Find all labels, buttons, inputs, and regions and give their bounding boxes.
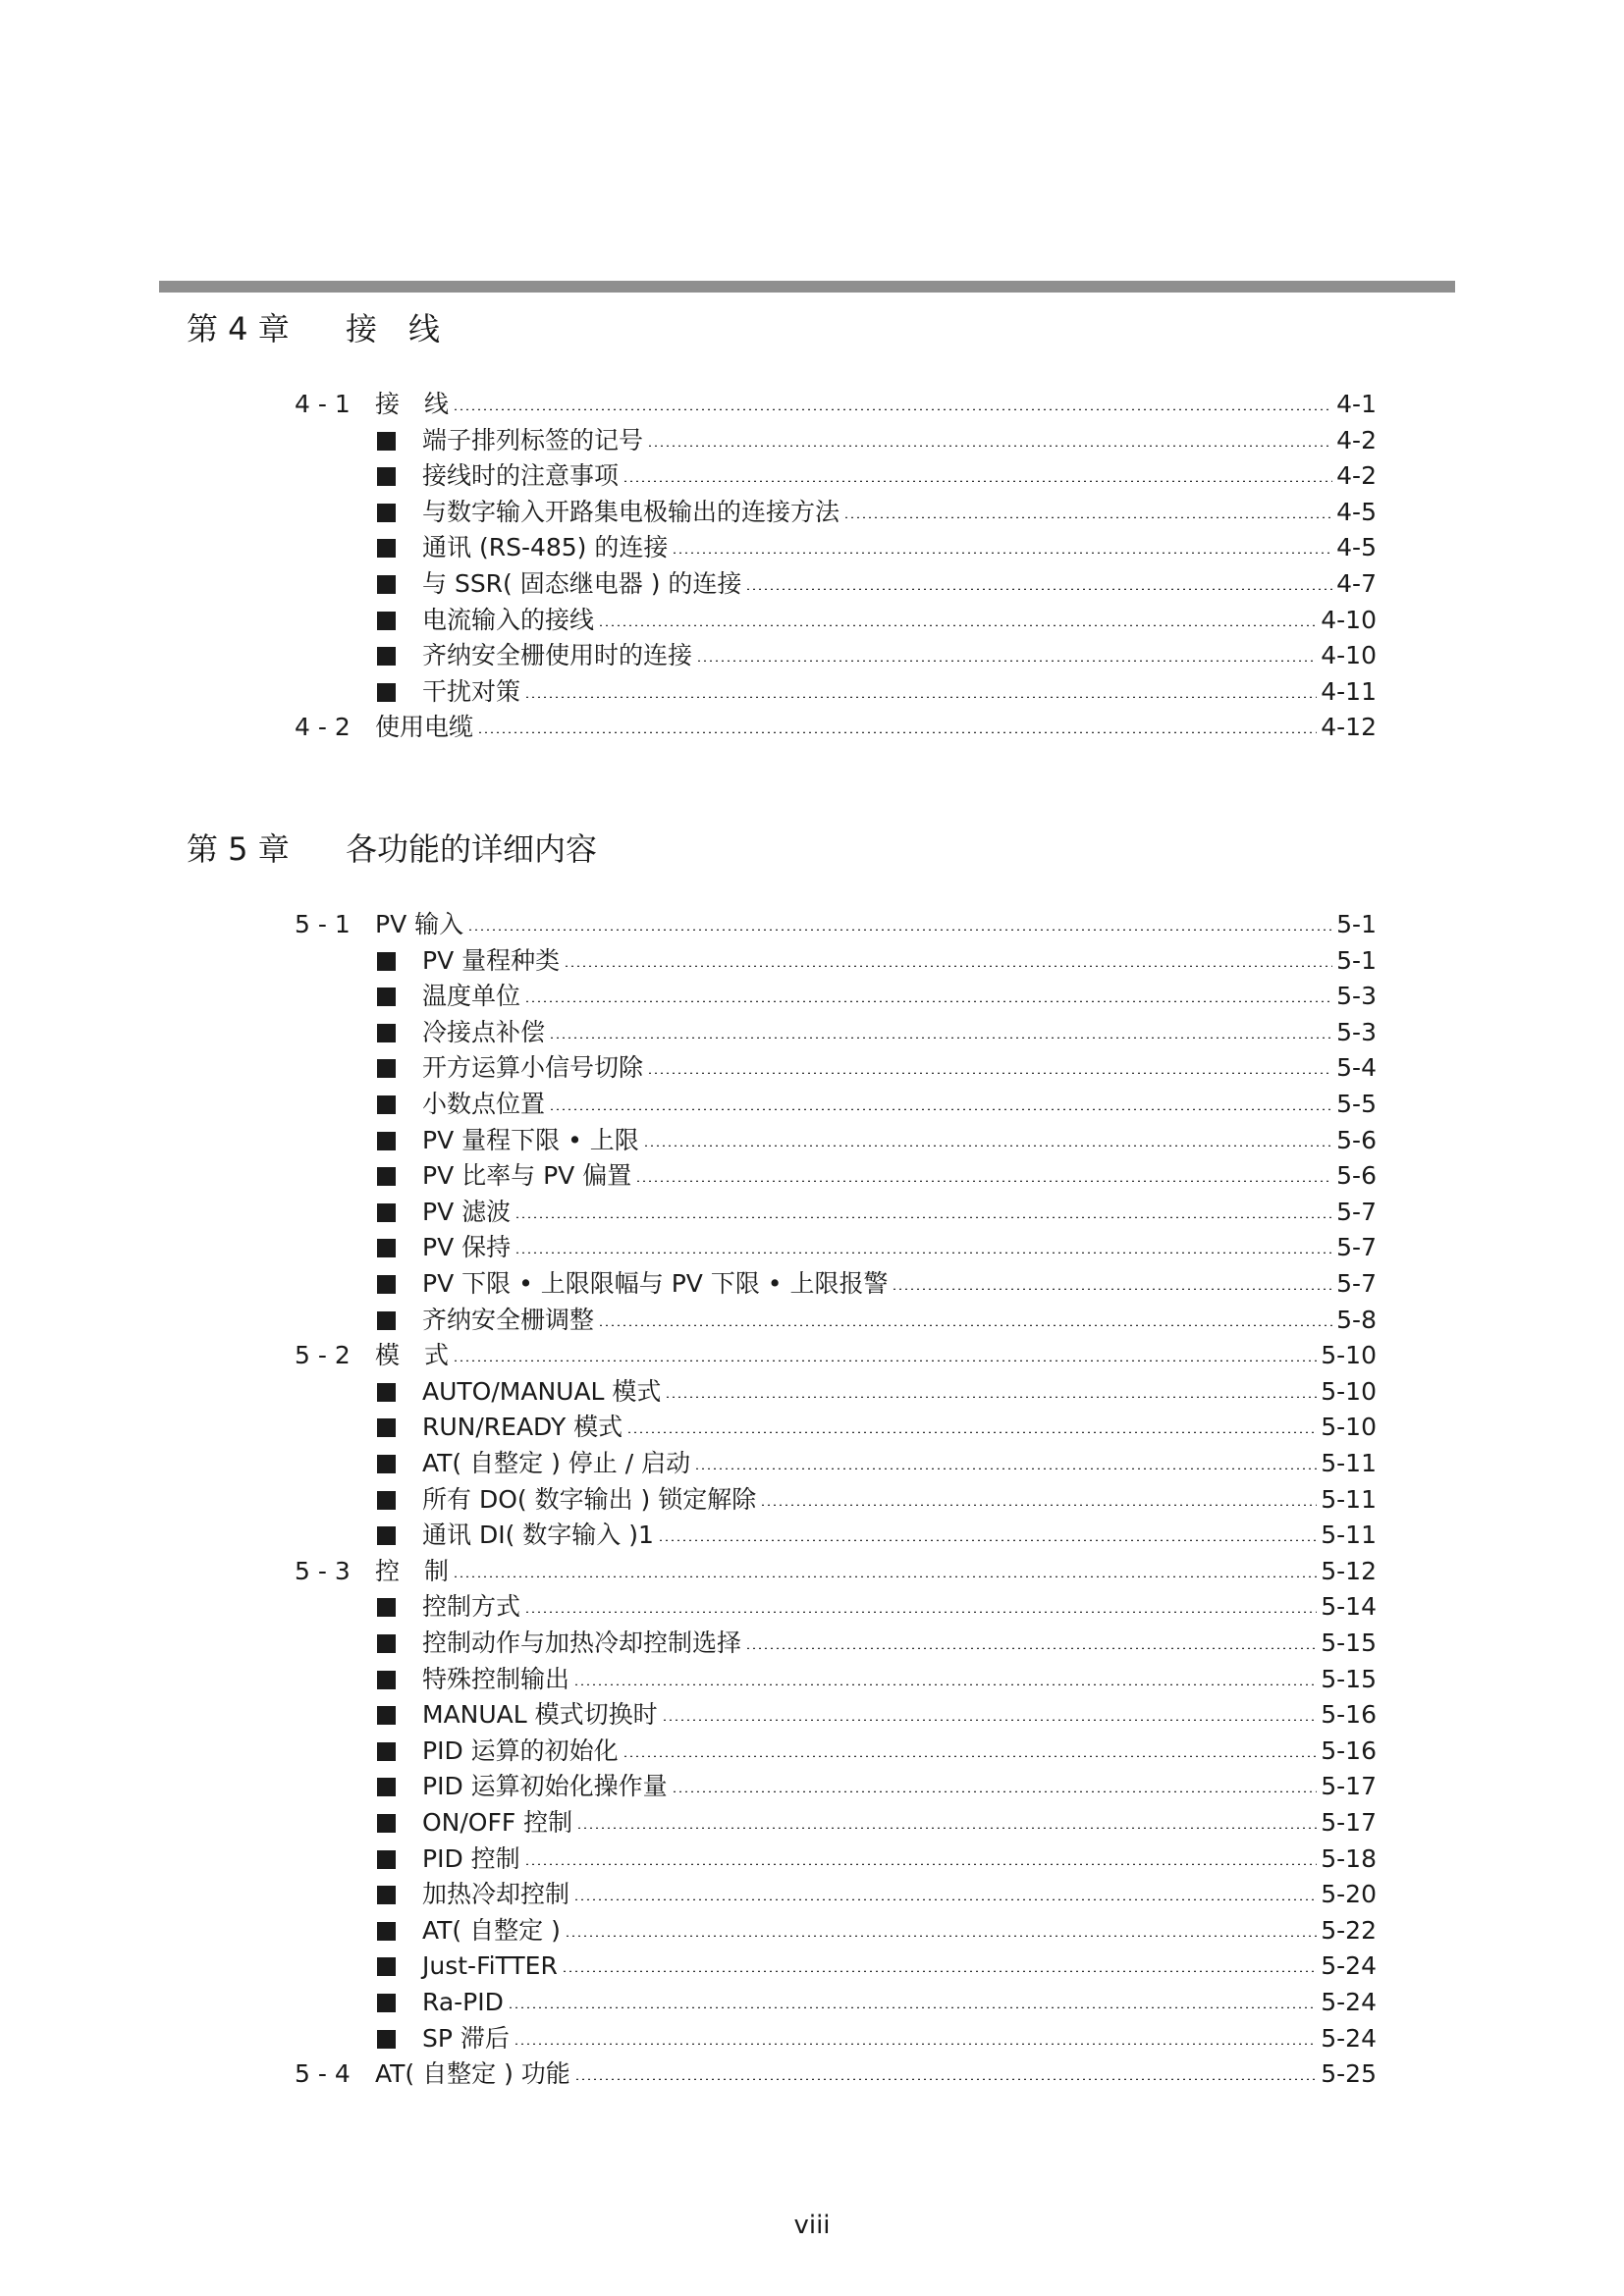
entry-title: 通讯 DI( 数字输入 )1: [422, 1521, 654, 1550]
page-ref: 5-24: [1321, 1988, 1377, 2016]
entry-title: 接线时的注意事项: [422, 461, 620, 491]
page-ref: 4-12: [1321, 713, 1377, 742]
entry-title: AUTO/MANUAL 模式: [422, 1376, 662, 1406]
entry-title: 电流输入的接线: [422, 605, 595, 634]
entry-title: 温度单位: [422, 982, 521, 1011]
dot-leader: [760, 1504, 1317, 1506]
toc-subsection-entry: [0, 674, 1624, 710]
section-number: 4 - 2: [295, 713, 351, 742]
square-bullet-icon: [377, 467, 396, 486]
chapter-title: 各功能的详细内容: [346, 830, 598, 868]
square-bullet-icon: [377, 1778, 396, 1796]
square-bullet-icon: [377, 612, 396, 630]
entry-title: 控制动作与加热冷却控制选择: [422, 1629, 742, 1657]
page-ref: 5-15: [1321, 1629, 1377, 1657]
page-ref: 4-10: [1321, 605, 1377, 634]
square-bullet-icon: [377, 1706, 396, 1725]
toc-subsection-entry: [0, 2021, 1624, 2056]
dot-leader: [477, 731, 1317, 733]
square-bullet-icon: [377, 575, 396, 594]
page-ref: 4-5: [1336, 533, 1377, 562]
entry-title: AT( 自整定 ) 停止 / 启动: [422, 1449, 691, 1477]
page-ref: 5-7: [1336, 1197, 1377, 1226]
toc-section-entry: [0, 907, 1624, 942]
dot-leader: [453, 1360, 1317, 1362]
entry-title: MANUAL 模式切换时: [422, 1700, 658, 1730]
page-ref: 4-2: [1336, 461, 1377, 491]
section-number: 4 - 1: [295, 390, 351, 418]
entry-title: PID 运算初始化操作量: [422, 1772, 668, 1801]
entry-title: PV 量程下限 • 上限: [422, 1125, 639, 1154]
page-ref: 5-11: [1321, 1449, 1377, 1477]
toc-section-entry: [0, 710, 1624, 745]
square-bullet-icon: [377, 1671, 396, 1689]
toc-subsection-entry: [0, 1303, 1624, 1338]
section-number: 5 - 2: [295, 1341, 351, 1370]
square-bullet-icon: [377, 1024, 396, 1042]
page-ref: 5-10: [1321, 1413, 1377, 1442]
dot-leader: [524, 1863, 1318, 1865]
dot-leader: [745, 1647, 1317, 1649]
toc-section-entry: [0, 1338, 1624, 1373]
square-bullet-icon: [377, 539, 396, 558]
dot-leader: [524, 1000, 1332, 1002]
page-ref: 5-4: [1336, 1053, 1377, 1083]
page-ref: 5-6: [1336, 1125, 1377, 1154]
square-bullet-icon: [377, 1491, 396, 1510]
dot-leader: [843, 516, 1332, 518]
dot-leader: [745, 588, 1332, 590]
page-ref: 4-7: [1336, 569, 1377, 598]
toc-subsection-entry: [0, 1446, 1624, 1481]
page-ref: 5-20: [1321, 1880, 1377, 1909]
page-ref: 5-7: [1336, 1233, 1377, 1262]
entry-title: AT( 自整定 ) 功能: [375, 2059, 570, 2089]
entry-title: 开方运算小信号切除: [422, 1053, 644, 1083]
dot-leader: [562, 1970, 1317, 1972]
entry-title: 特殊控制输出: [422, 1664, 570, 1693]
chapter-5-heading: [187, 828, 597, 871]
page-ref: 5-1: [1336, 945, 1377, 975]
toc-section-entry: [0, 1554, 1624, 1589]
toc-subsection-entry: [0, 1518, 1624, 1553]
dot-leader: [892, 1288, 1332, 1290]
toc-subsection-entry: [0, 1374, 1624, 1410]
page-ref: 5-16: [1321, 1735, 1377, 1765]
chapter-4-heading: [187, 307, 440, 350]
toc-subsection-entry: [0, 1087, 1624, 1122]
square-bullet-icon: [377, 1455, 396, 1473]
page-ref: 5-8: [1336, 1305, 1377, 1334]
toc-subsection-entry: [0, 1877, 1624, 1912]
dot-leader: [524, 696, 1317, 698]
dot-leader: [565, 1935, 1317, 1937]
entry-title: RUN/READY 模式: [422, 1413, 623, 1442]
entry-title: 齐纳安全栅使用时的连接: [422, 641, 693, 670]
toc-subsection-entry: [0, 1805, 1624, 1841]
square-bullet-icon: [377, 988, 396, 1006]
toc-subsection-entry: [0, 1626, 1624, 1661]
entry-title: PID 控制: [422, 1843, 520, 1873]
dot-leader: [514, 1216, 1332, 1218]
page-ref: 5-11: [1321, 1484, 1377, 1514]
square-bullet-icon: [377, 1311, 396, 1330]
toc-subsection-entry: [0, 1482, 1624, 1518]
page-ref: 5-10: [1321, 1376, 1377, 1406]
dot-leader: [647, 445, 1332, 447]
toc-subsection-entry: [0, 1949, 1624, 1984]
entry-title: PV 滤波: [422, 1197, 512, 1226]
dot-leader: [635, 1180, 1332, 1182]
toc-subsection-entry: [0, 495, 1624, 530]
entry-title: PV 保持: [422, 1233, 512, 1262]
page-ref: 5-10: [1321, 1341, 1377, 1370]
toc-subsection-entry: [0, 943, 1624, 979]
entry-title: 模 式: [375, 1341, 450, 1370]
toc-section-entry: [0, 2056, 1624, 2092]
chapter-title: 接 线: [346, 310, 441, 347]
page-ref: 5-24: [1321, 1951, 1377, 1981]
dot-leader: [514, 1252, 1332, 1254]
dot-leader: [672, 1790, 1318, 1792]
square-bullet-icon: [377, 1418, 396, 1437]
dot-leader: [694, 1468, 1317, 1469]
toc-subsection-entry: [0, 530, 1624, 565]
toc-subsection-entry: [0, 566, 1624, 602]
entry-title: 通讯 (RS-485) 的连接: [422, 533, 669, 562]
page-ref: 5-1: [1336, 910, 1377, 938]
entry-title: 所有 DO( 数字输出 ) 锁定解除: [422, 1484, 757, 1514]
dot-leader: [467, 929, 1332, 931]
page-ref: 5-17: [1321, 1772, 1377, 1801]
entry-title: ON/OFF 控制: [422, 1808, 573, 1837]
toc-subsection-entry: [0, 1230, 1624, 1265]
toc-subsection-entry: [0, 1697, 1624, 1733]
page-ref: 5-3: [1336, 982, 1377, 1011]
entry-title: PV 下限 • 上限限幅与 PV 下限 • 上限报警: [422, 1269, 889, 1298]
page-ref: 5-16: [1321, 1700, 1377, 1730]
page-ref: 5-18: [1321, 1843, 1377, 1873]
entry-title: 加热冷却控制: [422, 1880, 570, 1909]
toc-subsection-entry: [0, 1123, 1624, 1158]
dot-leader: [549, 1108, 1332, 1110]
square-bullet-icon: [377, 1132, 396, 1150]
square-bullet-icon: [377, 1922, 396, 1941]
entry-title: PID 运算的初始化: [422, 1735, 619, 1765]
dot-leader: [453, 408, 1332, 410]
entry-title: PV 量程种类: [422, 945, 561, 975]
dot-leader: [549, 1037, 1332, 1039]
square-bullet-icon: [377, 504, 396, 522]
square-bullet-icon: [377, 1203, 396, 1222]
section-number: 5 - 3: [295, 1556, 351, 1585]
dot-leader: [665, 1396, 1317, 1398]
dot-leader: [576, 1827, 1317, 1829]
toc-subsection-entry: [0, 1158, 1624, 1194]
square-bullet-icon: [377, 683, 396, 702]
toc-subsection-entry: [0, 1769, 1624, 1804]
square-bullet-icon: [377, 2030, 396, 2049]
entry-title: 与数字输入开路集电极输出的连接方法: [422, 497, 840, 526]
page-ref: 5-22: [1321, 1915, 1377, 1945]
square-bullet-icon: [377, 647, 396, 666]
page-ref: 5-25: [1321, 2059, 1377, 2089]
square-bullet-icon: [377, 1634, 396, 1653]
toc-subsection-entry: [0, 638, 1624, 673]
header-rule: [159, 281, 1455, 293]
page-ref: 5-17: [1321, 1808, 1377, 1837]
toc-subsection-entry: [0, 1410, 1624, 1445]
entry-title: SP 滞后: [422, 2023, 510, 2053]
page-ref: 5-15: [1321, 1664, 1377, 1693]
toc-subsection-entry: [0, 1842, 1624, 1877]
page-ref: 5-5: [1336, 1090, 1377, 1118]
dot-leader: [696, 660, 1317, 662]
square-bullet-icon: [377, 1526, 396, 1545]
square-bullet-icon: [377, 1814, 396, 1833]
square-bullet-icon: [377, 1167, 396, 1186]
dot-leader: [623, 480, 1332, 482]
square-bullet-icon: [377, 952, 396, 971]
page-ref: 4-1: [1336, 390, 1377, 418]
entry-title: 使用电缆: [375, 713, 474, 742]
page-ref: 4-11: [1321, 676, 1377, 706]
square-bullet-icon: [377, 1742, 396, 1761]
dot-leader: [598, 624, 1317, 626]
toc-subsection-entry: [0, 1050, 1624, 1086]
entry-title: 端子排列标签的记号: [422, 425, 644, 454]
dot-leader: [573, 1683, 1317, 1685]
toc-subsection-entry: [0, 423, 1624, 458]
toc-subsection-entry: [0, 1266, 1624, 1302]
page-ref: 5-3: [1336, 1017, 1377, 1046]
toc-subsection-entry: [0, 979, 1624, 1014]
entry-title: 齐纳安全栅调整: [422, 1305, 595, 1334]
toc-subsection-entry: [0, 603, 1624, 638]
entry-title: 控制方式: [422, 1592, 521, 1622]
dot-leader: [623, 1755, 1318, 1757]
toc-section-entry: [0, 387, 1624, 422]
dot-leader: [643, 1145, 1332, 1147]
entry-title: 干扰对策: [422, 676, 521, 706]
dot-leader: [647, 1072, 1332, 1074]
entry-title: 接 线: [375, 390, 450, 418]
toc-subsection-entry: [0, 1734, 1624, 1769]
square-bullet-icon: [377, 1059, 396, 1078]
entry-title: Just-FiTTER: [422, 1951, 558, 1981]
section-number: 5 - 1: [295, 910, 351, 938]
square-bullet-icon: [377, 1598, 396, 1617]
dot-leader: [598, 1324, 1332, 1326]
entry-title: 冷接点补偿: [422, 1017, 546, 1046]
square-bullet-icon: [377, 1994, 396, 2012]
page-ref: 5-11: [1321, 1521, 1377, 1550]
toc-subsection-entry: [0, 1195, 1624, 1230]
page-ref: 5-7: [1336, 1269, 1377, 1298]
dot-leader: [524, 1611, 1317, 1613]
square-bullet-icon: [377, 1239, 396, 1257]
chapter-number: 第 5 章: [187, 830, 290, 868]
dot-leader: [514, 2043, 1317, 2045]
page-ref: 5-14: [1321, 1592, 1377, 1622]
dot-leader: [658, 1539, 1317, 1541]
toc-subsection-entry: [0, 1589, 1624, 1625]
page-ref: 4-2: [1336, 425, 1377, 454]
entry-title: PV 比率与 PV 偏置: [422, 1161, 632, 1191]
dot-leader: [508, 2006, 1317, 2008]
chapter-number: 第 4 章: [187, 310, 290, 347]
toc-subsection-entry: [0, 1015, 1624, 1050]
entry-title: 控 制: [375, 1556, 450, 1585]
dot-leader: [574, 2078, 1317, 2080]
square-bullet-icon: [377, 1886, 396, 1904]
page-number: viii: [793, 2211, 831, 2240]
entry-title: Ra-PID: [422, 1988, 504, 2016]
square-bullet-icon: [377, 1095, 396, 1114]
toc-subsection-entry: [0, 458, 1624, 494]
dot-leader: [672, 552, 1332, 554]
dot-leader: [453, 1575, 1317, 1577]
entry-title: AT( 自整定 ): [422, 1915, 561, 1945]
page-ref: 4-10: [1321, 641, 1377, 670]
section-number: 5 - 4: [295, 2059, 351, 2089]
square-bullet-icon: [377, 1957, 396, 1976]
page-ref: 5-6: [1336, 1161, 1377, 1191]
page-ref: 5-24: [1321, 2023, 1377, 2053]
entry-title: 与 SSR( 固态继电器 ) 的连接: [422, 569, 742, 598]
square-bullet-icon: [377, 1275, 396, 1294]
square-bullet-icon: [377, 1383, 396, 1402]
toc-subsection-entry: [0, 1985, 1624, 2020]
page-ref: 4-5: [1336, 497, 1377, 526]
dot-leader: [573, 1898, 1317, 1900]
square-bullet-icon: [377, 432, 396, 451]
dot-leader: [626, 1431, 1317, 1433]
toc-subsection-entry: [0, 1913, 1624, 1949]
dot-leader: [662, 1719, 1318, 1721]
entry-title: 小数点位置: [422, 1090, 546, 1118]
toc-subsection-entry: [0, 1662, 1624, 1697]
entry-title: PV 输入: [375, 910, 464, 938]
square-bullet-icon: [377, 1850, 396, 1869]
page-ref: 5-12: [1321, 1556, 1377, 1585]
dot-leader: [564, 965, 1332, 967]
